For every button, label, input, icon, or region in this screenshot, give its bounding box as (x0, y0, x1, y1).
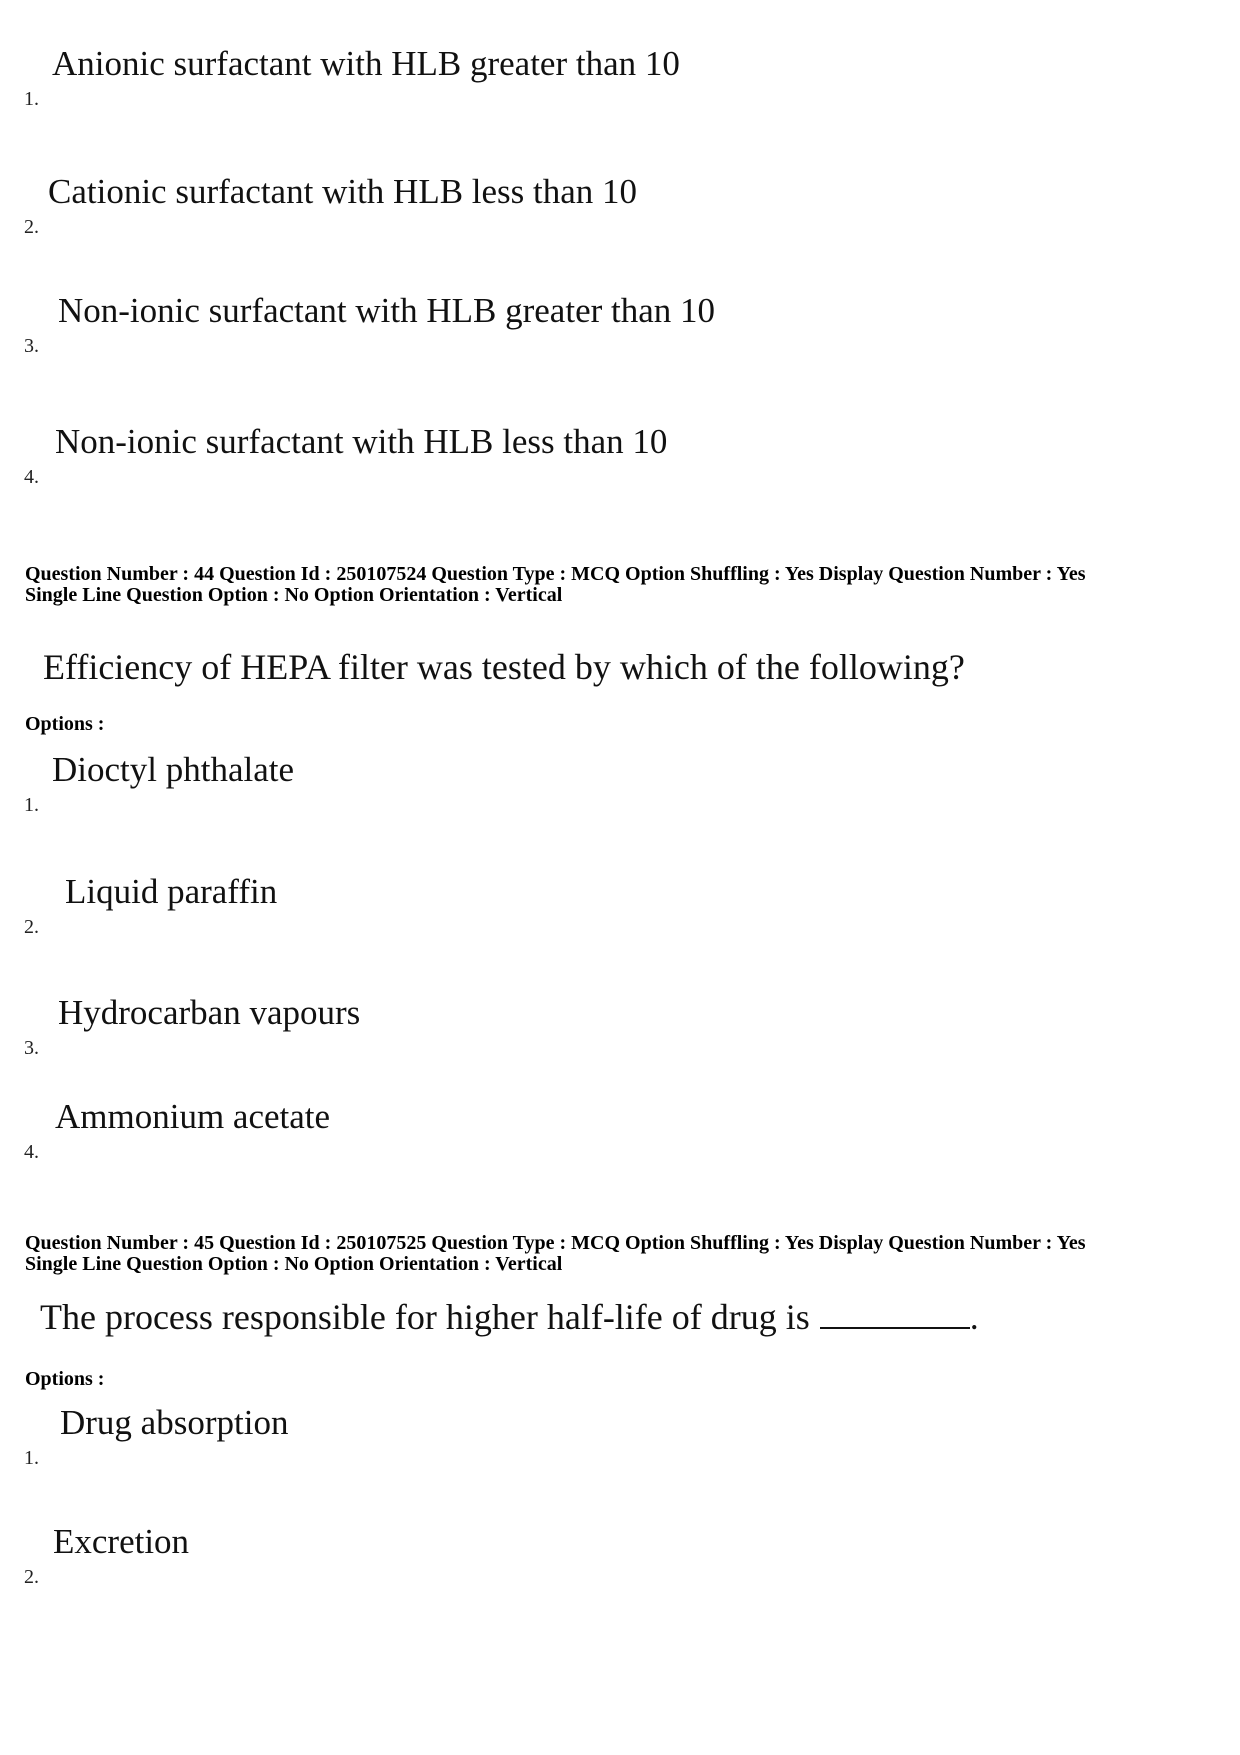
option-4[interactable] (0, 422, 1240, 488)
option-number: 1. (24, 1447, 39, 1469)
option-text: Liquid paraffin (65, 872, 278, 911)
question-45-body: The process responsible for higher half-life of drug is (40, 1297, 810, 1337)
options-label: Options : (25, 1368, 105, 1390)
option-number: 3. (24, 1037, 39, 1059)
option-text: Excretion (53, 1522, 190, 1561)
option-number: 2. (24, 916, 39, 938)
option-number: 2. (24, 216, 39, 238)
q45-option-1[interactable] (0, 1403, 1240, 1469)
options-label: Options : (25, 713, 105, 735)
question-45-text (40, 1296, 979, 1338)
option-number: 2. (24, 1566, 39, 1588)
q44-option-4[interactable] (0, 1097, 1240, 1163)
metadata-line-2: Single Line Question Option : No Option Orientation : Vertical (25, 584, 563, 606)
option-text: Non-ionic surfactant with HLB greater than 10 (58, 291, 716, 330)
option-text: Dioctyl phthalate (52, 750, 295, 789)
option-2[interactable] (0, 172, 1240, 238)
option-text: Ammonium acetate (55, 1097, 331, 1136)
question-45-end: . (969, 1297, 979, 1337)
option-text: Anionic surfactant with HLB greater than 10 (52, 44, 680, 83)
metadata-line-1: Question Number : 44 Question Id : 250107524 Question Type : MCQ Option Shuffling : Yes Display Question Number : Yes (25, 563, 1086, 585)
option-number: 3. (24, 335, 39, 357)
option-number: 4. (24, 466, 39, 488)
option-text: Cationic surfactant with HLB less than 10 (48, 172, 638, 211)
question-44-metadata (25, 564, 1225, 606)
metadata-line-1: Question Number : 45 Question Id : 250107525 Question Type : MCQ Option Shuffling : Yes Display Question Number : Yes (25, 1232, 1086, 1254)
option-number: 4. (24, 1141, 39, 1163)
q44-option-2[interactable] (0, 872, 1240, 938)
option-number: 1. (24, 88, 39, 110)
question-45-metadata (25, 1233, 1225, 1275)
option-number: 1. (24, 794, 39, 816)
option-text: Non-ionic surfactant with HLB less than 10 (55, 422, 668, 461)
metadata-line-2: Single Line Question Option : No Option Orientation : Vertical (25, 1253, 563, 1275)
q44-option-3[interactable] (0, 993, 1240, 1059)
answer-blank (820, 1299, 970, 1329)
option-3[interactable] (0, 291, 1240, 357)
option-text: Hydrocarban vapours (58, 993, 361, 1032)
q44-option-1[interactable] (0, 750, 1240, 816)
option-1[interactable] (0, 44, 1240, 110)
option-text: Drug absorption (60, 1403, 289, 1442)
q45-option-2[interactable] (0, 1522, 1240, 1588)
question-44-text: Efficiency of HEPA filter was tested by which of the following? (43, 647, 965, 687)
